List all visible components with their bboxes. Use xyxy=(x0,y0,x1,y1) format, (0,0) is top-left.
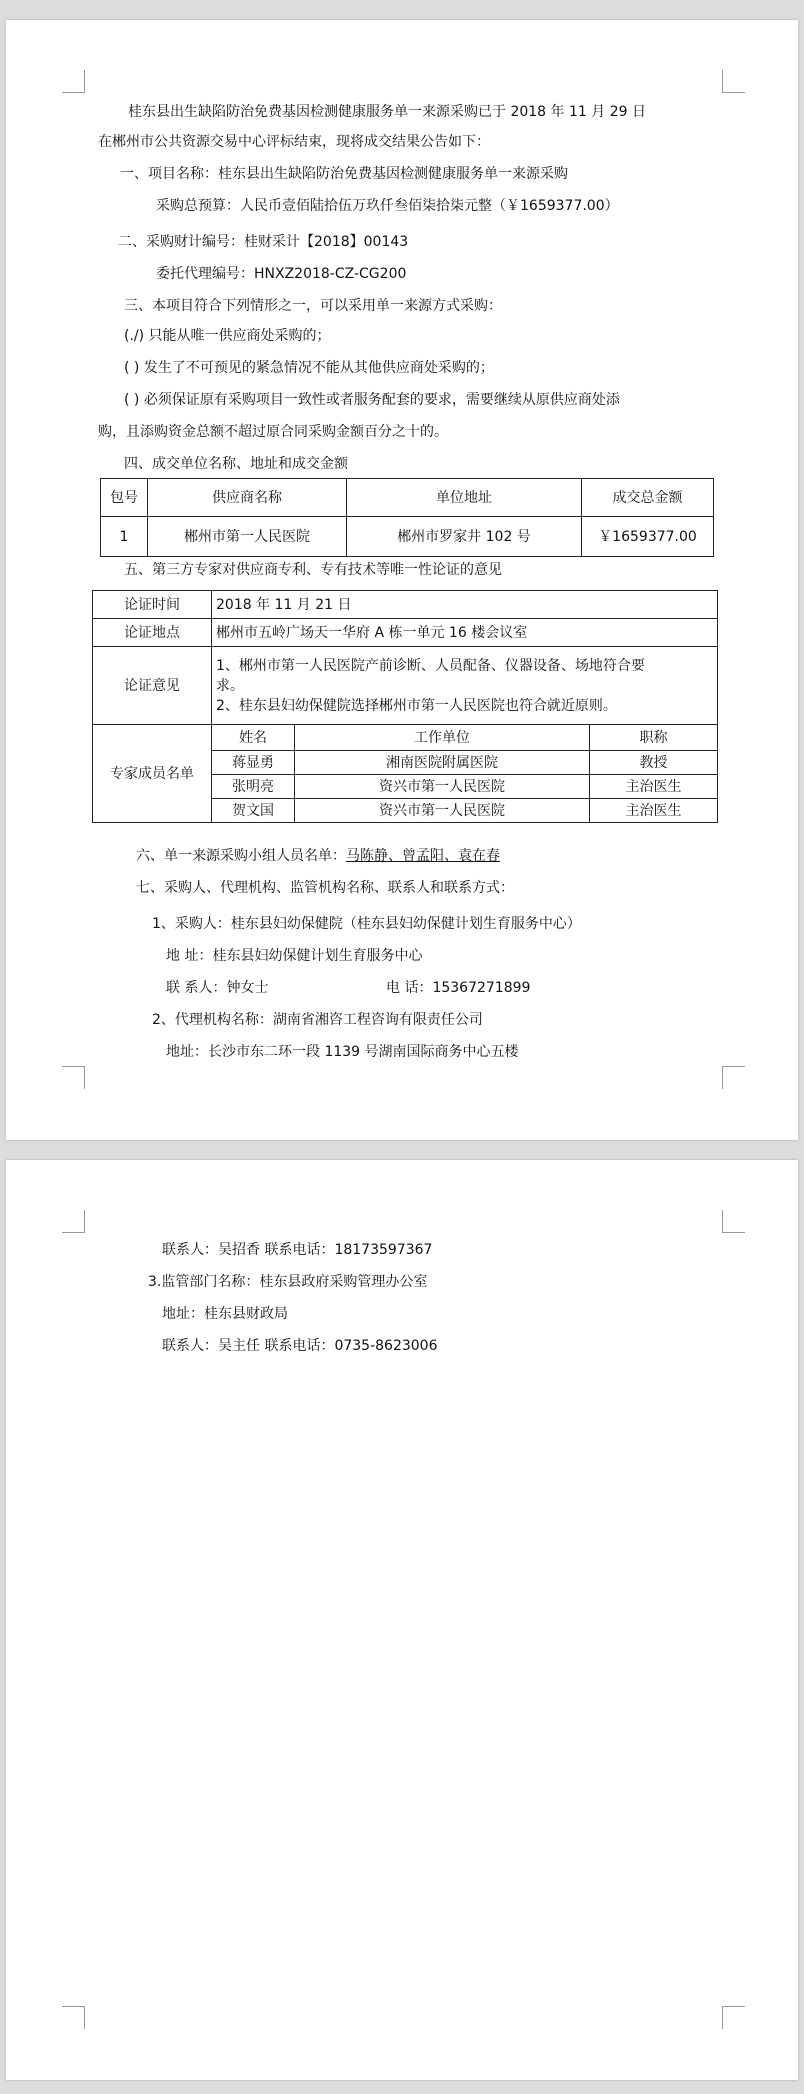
table-header: 姓名 xyxy=(212,725,295,751)
table-cell: 张明亮 xyxy=(212,775,295,799)
opinion-line: 2、桂东县妇幼保健院选择郴州市第一人民医院也符合就近原则。 xyxy=(216,697,617,714)
table-header: 成交总金额 xyxy=(582,479,714,517)
table-cell: 1 xyxy=(101,517,148,557)
option-2: ( ) 发生了不可预见的紧急情况不能从其他供应商处采购的； xyxy=(124,360,494,376)
row-label: 论证地点 xyxy=(93,619,212,647)
project-name: 一、项目名称：桂东县出生缺陷防治免费基因检测健康服务单一来源采购 xyxy=(120,166,568,182)
section-4-title: 四、成交单位名称、地址和成交金额 xyxy=(124,456,348,472)
result-table xyxy=(100,478,714,557)
table-header: 工作单位 xyxy=(295,725,590,751)
table-cell: 郴州市第一人民医院 xyxy=(148,517,347,557)
section-6 xyxy=(136,846,500,866)
crop-mark xyxy=(722,70,745,93)
option-1: (./) 只能从唯一供应商处采购的； xyxy=(124,328,331,344)
document-page-1 xyxy=(6,20,798,1140)
table-cell: 主治医生 xyxy=(590,775,718,799)
table-header: 包号 xyxy=(101,479,148,517)
table-header: 供应商名称 xyxy=(148,479,347,517)
crop-mark xyxy=(62,2006,85,2029)
crop-mark xyxy=(722,2006,745,2029)
section-6-prefix: 六、单一来源采购小组人员名单： xyxy=(136,848,346,864)
table-cell: 资兴市第一人民医院 xyxy=(295,775,590,799)
supervisor: 3.监管部门名称：桂东县政府采购管理办公室 xyxy=(148,1274,428,1290)
table-header: 单位地址 xyxy=(347,479,582,517)
agent-number: 委托代理编号：HNXZ2018-CZ-CG200 xyxy=(156,266,407,282)
expert-table xyxy=(92,590,718,823)
intro-line-2: 在郴州市公共资源交易中心评标结束，现将成交结果公告如下： xyxy=(98,134,490,150)
row-label: 论证意见 xyxy=(93,647,212,725)
table-cell: 郴州市罗家井 102 号 xyxy=(347,517,582,557)
section-7-title: 七、采购人、代理机构、监管机构名称、联系人和联系方式： xyxy=(136,880,514,896)
table-cell: 主治医生 xyxy=(590,799,718,823)
table-cell: 贺文国 xyxy=(212,799,295,823)
section-3-title: 三、本项目符合下列情形之一，可以采用单一来源方式采购： xyxy=(124,298,502,314)
option-3-line-1: ( ) 必须保证原有采购项目一致性或者服务配套的要求，需要继续从原供应商处添 xyxy=(124,392,620,408)
buyer-contact: 联 系人：钟女士 xyxy=(166,980,269,996)
intro-line-1: 桂东县出生缺陷防治免费基因检测健康服务单一来源采购已于 2018 年 11 月 29 日 xyxy=(128,104,646,120)
section-5-title: 五、第三方专家对供应商专利、专有技术等唯一性论证的意见 xyxy=(124,562,502,578)
row-label: 论证时间 xyxy=(93,591,212,619)
agent: 2、代理机构名称：湖南省湘咨工程咨询有限责任公司 xyxy=(152,1012,483,1028)
buyer-phone: 电 话：15367271899 xyxy=(386,980,531,996)
agent-address: 地址：长沙市东二环一段 1139 号湖南国际商务中心五楼 xyxy=(166,1044,519,1060)
table-header: 职称 xyxy=(590,725,718,751)
row-value: 2018 年 11 月 21 日 xyxy=(212,591,718,619)
document-page-2 xyxy=(6,1160,798,2080)
buyer: 1、采购人：桂东县妇幼保健院（桂东县妇幼保健计划生育服务中心） xyxy=(152,916,581,932)
supervisor-address: 地址：桂东县财政局 xyxy=(162,1306,288,1322)
supervisor-contact: 联系人：吴主任 联系电话：0735-8623006 xyxy=(162,1338,438,1354)
row-label: 专家成员名单 xyxy=(93,725,212,823)
crop-mark xyxy=(62,70,85,93)
row-value: 郴州市五岭广场天一华府 A 栋一单元 16 楼会议室 xyxy=(212,619,718,647)
table-cell: 教授 xyxy=(590,751,718,775)
crop-mark xyxy=(62,1066,85,1089)
opinion-line: 1、郴州市第一人民医院产前诊断、人员配备、仪器设备、场地符合要 xyxy=(216,657,645,674)
group-members: 马陈静、曾孟阳、袁在春 xyxy=(346,848,500,864)
crop-mark xyxy=(62,1210,85,1233)
option-3-line-2: 购，且添购资金总额不超过原合同采购金额百分之十的。 xyxy=(98,424,448,440)
table-cell: 蒋显勇 xyxy=(212,751,295,775)
crop-mark xyxy=(722,1066,745,1089)
table-cell: 湘南医院附属医院 xyxy=(295,751,590,775)
finance-number: 二、采购财计编号：桂财采计【2018】00143 xyxy=(118,234,409,250)
opinion-line: 求。 xyxy=(216,677,244,694)
crop-mark xyxy=(722,1210,745,1233)
table-cell: ￥1659377.00 xyxy=(582,517,714,557)
table-cell: 资兴市第一人民医院 xyxy=(295,799,590,823)
agent-contact: 联系人：吴招香 联系电话：18173597367 xyxy=(162,1242,433,1258)
buyer-address: 地 址：桂东县妇幼保健计划生育服务中心 xyxy=(166,948,423,964)
opinion-text xyxy=(212,647,718,725)
budget: 采购总预算：人民币壹佰陆拾伍万玖仟叁佰柒拾柒元整（￥1659377.00） xyxy=(156,198,619,214)
